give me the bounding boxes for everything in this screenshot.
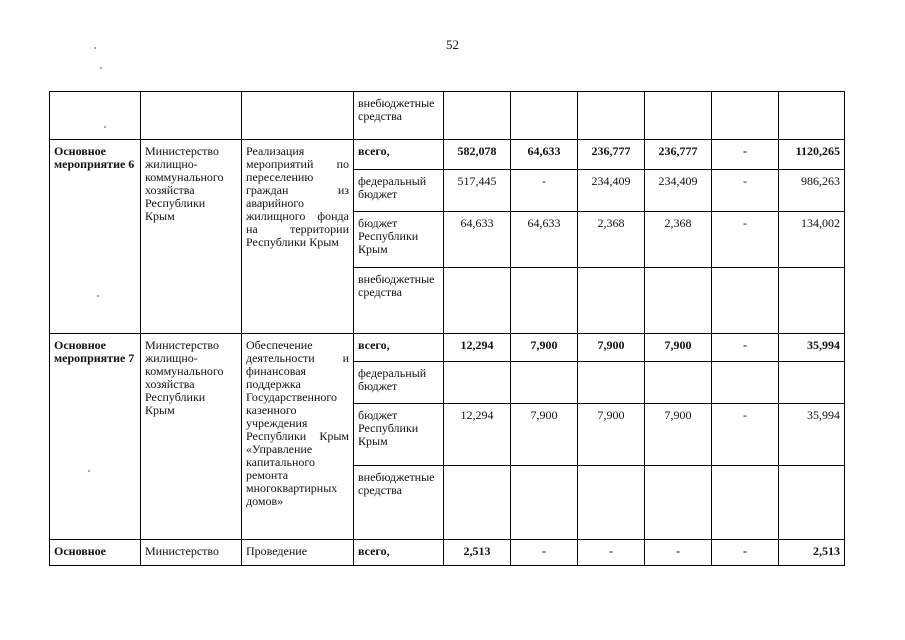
value-cell xyxy=(578,362,645,404)
value-cell xyxy=(779,268,845,334)
value-cell: 7,900 xyxy=(511,334,578,362)
source-cell: всего, xyxy=(354,540,444,566)
value-cell xyxy=(578,466,645,540)
value-cell: 64,633 xyxy=(511,140,578,170)
executor-cell: Министерство жилищно-коммунального хозяйства Республики Крым xyxy=(141,334,242,540)
value-cell xyxy=(712,466,779,540)
description-cell: Проведение xyxy=(242,540,354,566)
value-cell: - xyxy=(712,140,779,170)
value-cell: - xyxy=(712,404,779,466)
source-cell: всего, xyxy=(354,140,444,170)
source-cell: всего, xyxy=(354,334,444,362)
source-cell: федеральный бюджет xyxy=(354,170,444,212)
value-cell: 64,633 xyxy=(511,212,578,268)
financing-table xyxy=(49,91,845,566)
page-number: 52 xyxy=(446,37,459,52)
value-cell: 517,445 xyxy=(444,170,511,212)
executor-cell: Министерство жилищно-коммунального хозяйства Республики Крым xyxy=(141,140,242,334)
value-cell xyxy=(578,92,645,140)
value-cell: 2,513 xyxy=(444,540,511,566)
source-cell: бюджет Республики Крым xyxy=(354,404,444,466)
value-cell xyxy=(511,362,578,404)
value-cell: - xyxy=(712,170,779,212)
value-cell: 7,900 xyxy=(511,404,578,466)
value-cell: 236,777 xyxy=(645,140,712,170)
value-cell xyxy=(645,362,712,404)
source-cell: внебюджетные средства xyxy=(354,268,444,334)
value-cell: 35,994 xyxy=(779,404,845,466)
measure-label: Основное xyxy=(50,540,141,566)
value-cell: 35,994 xyxy=(779,334,845,362)
source-cell: бюджет Республики Крым xyxy=(354,212,444,268)
value-cell: 1120,265 xyxy=(779,140,845,170)
value-cell: 64,633 xyxy=(444,212,511,268)
value-cell xyxy=(779,362,845,404)
table-row xyxy=(50,92,845,140)
table-row xyxy=(50,334,845,362)
value-cell xyxy=(444,92,511,140)
value-cell: 2,513 xyxy=(779,540,845,566)
value-cell: - xyxy=(511,170,578,212)
value-cell xyxy=(444,466,511,540)
label-cell xyxy=(50,92,141,140)
value-cell: 134,002 xyxy=(779,212,845,268)
value-cell: - xyxy=(578,540,645,566)
value-cell: 986,263 xyxy=(779,170,845,212)
value-cell: 7,900 xyxy=(645,334,712,362)
value-cell xyxy=(712,92,779,140)
value-cell: 12,294 xyxy=(444,334,511,362)
value-cell: 234,409 xyxy=(578,170,645,212)
value-cell xyxy=(444,268,511,334)
value-cell: 7,900 xyxy=(645,404,712,466)
scan-speck xyxy=(100,67,102,69)
value-cell xyxy=(511,466,578,540)
value-cell xyxy=(578,268,645,334)
value-cell xyxy=(712,362,779,404)
source-cell: внебюджетные средства xyxy=(354,92,444,140)
value-cell: - xyxy=(511,540,578,566)
value-cell: 7,900 xyxy=(578,334,645,362)
source-cell: внебюджетные средства xyxy=(354,466,444,540)
scan-speck xyxy=(94,47,96,49)
value-cell: 234,409 xyxy=(645,170,712,212)
value-cell: 7,900 xyxy=(578,404,645,466)
value-cell xyxy=(779,466,845,540)
value-cell xyxy=(645,92,712,140)
value-cell: 2,368 xyxy=(578,212,645,268)
value-cell xyxy=(511,268,578,334)
value-cell: 236,777 xyxy=(578,140,645,170)
description-cell xyxy=(242,92,354,140)
value-cell xyxy=(511,92,578,140)
source-cell: федеральный бюджет xyxy=(354,362,444,404)
value-cell xyxy=(779,92,845,140)
measure-label: Основное мероприятие 6 xyxy=(50,140,141,334)
value-cell xyxy=(444,362,511,404)
value-cell: - xyxy=(712,540,779,566)
value-cell: 582,078 xyxy=(444,140,511,170)
value-cell xyxy=(712,268,779,334)
description-cell: Реализация мероприятий по переселению граждан из аварийного жилищного фонда на территории Республики Крым xyxy=(242,140,354,334)
description-cell: Обеспечение деятельности и финансовая поддержка Государственного казенного учреждения Республики Крым «Управление капитального ремонта многоквартирных домов» xyxy=(242,334,354,540)
measure-label: Основное мероприятие 7 xyxy=(50,334,141,540)
table-body xyxy=(50,92,845,566)
executor-cell xyxy=(141,92,242,140)
value-cell xyxy=(645,268,712,334)
value-cell xyxy=(645,466,712,540)
value-cell: 12,294 xyxy=(444,404,511,466)
value-cell: 2,368 xyxy=(645,212,712,268)
value-cell: - xyxy=(712,334,779,362)
executor-cell: Министерство xyxy=(141,540,242,566)
table-row xyxy=(50,140,845,170)
value-cell: - xyxy=(645,540,712,566)
value-cell: - xyxy=(712,212,779,268)
table-row xyxy=(50,540,845,566)
